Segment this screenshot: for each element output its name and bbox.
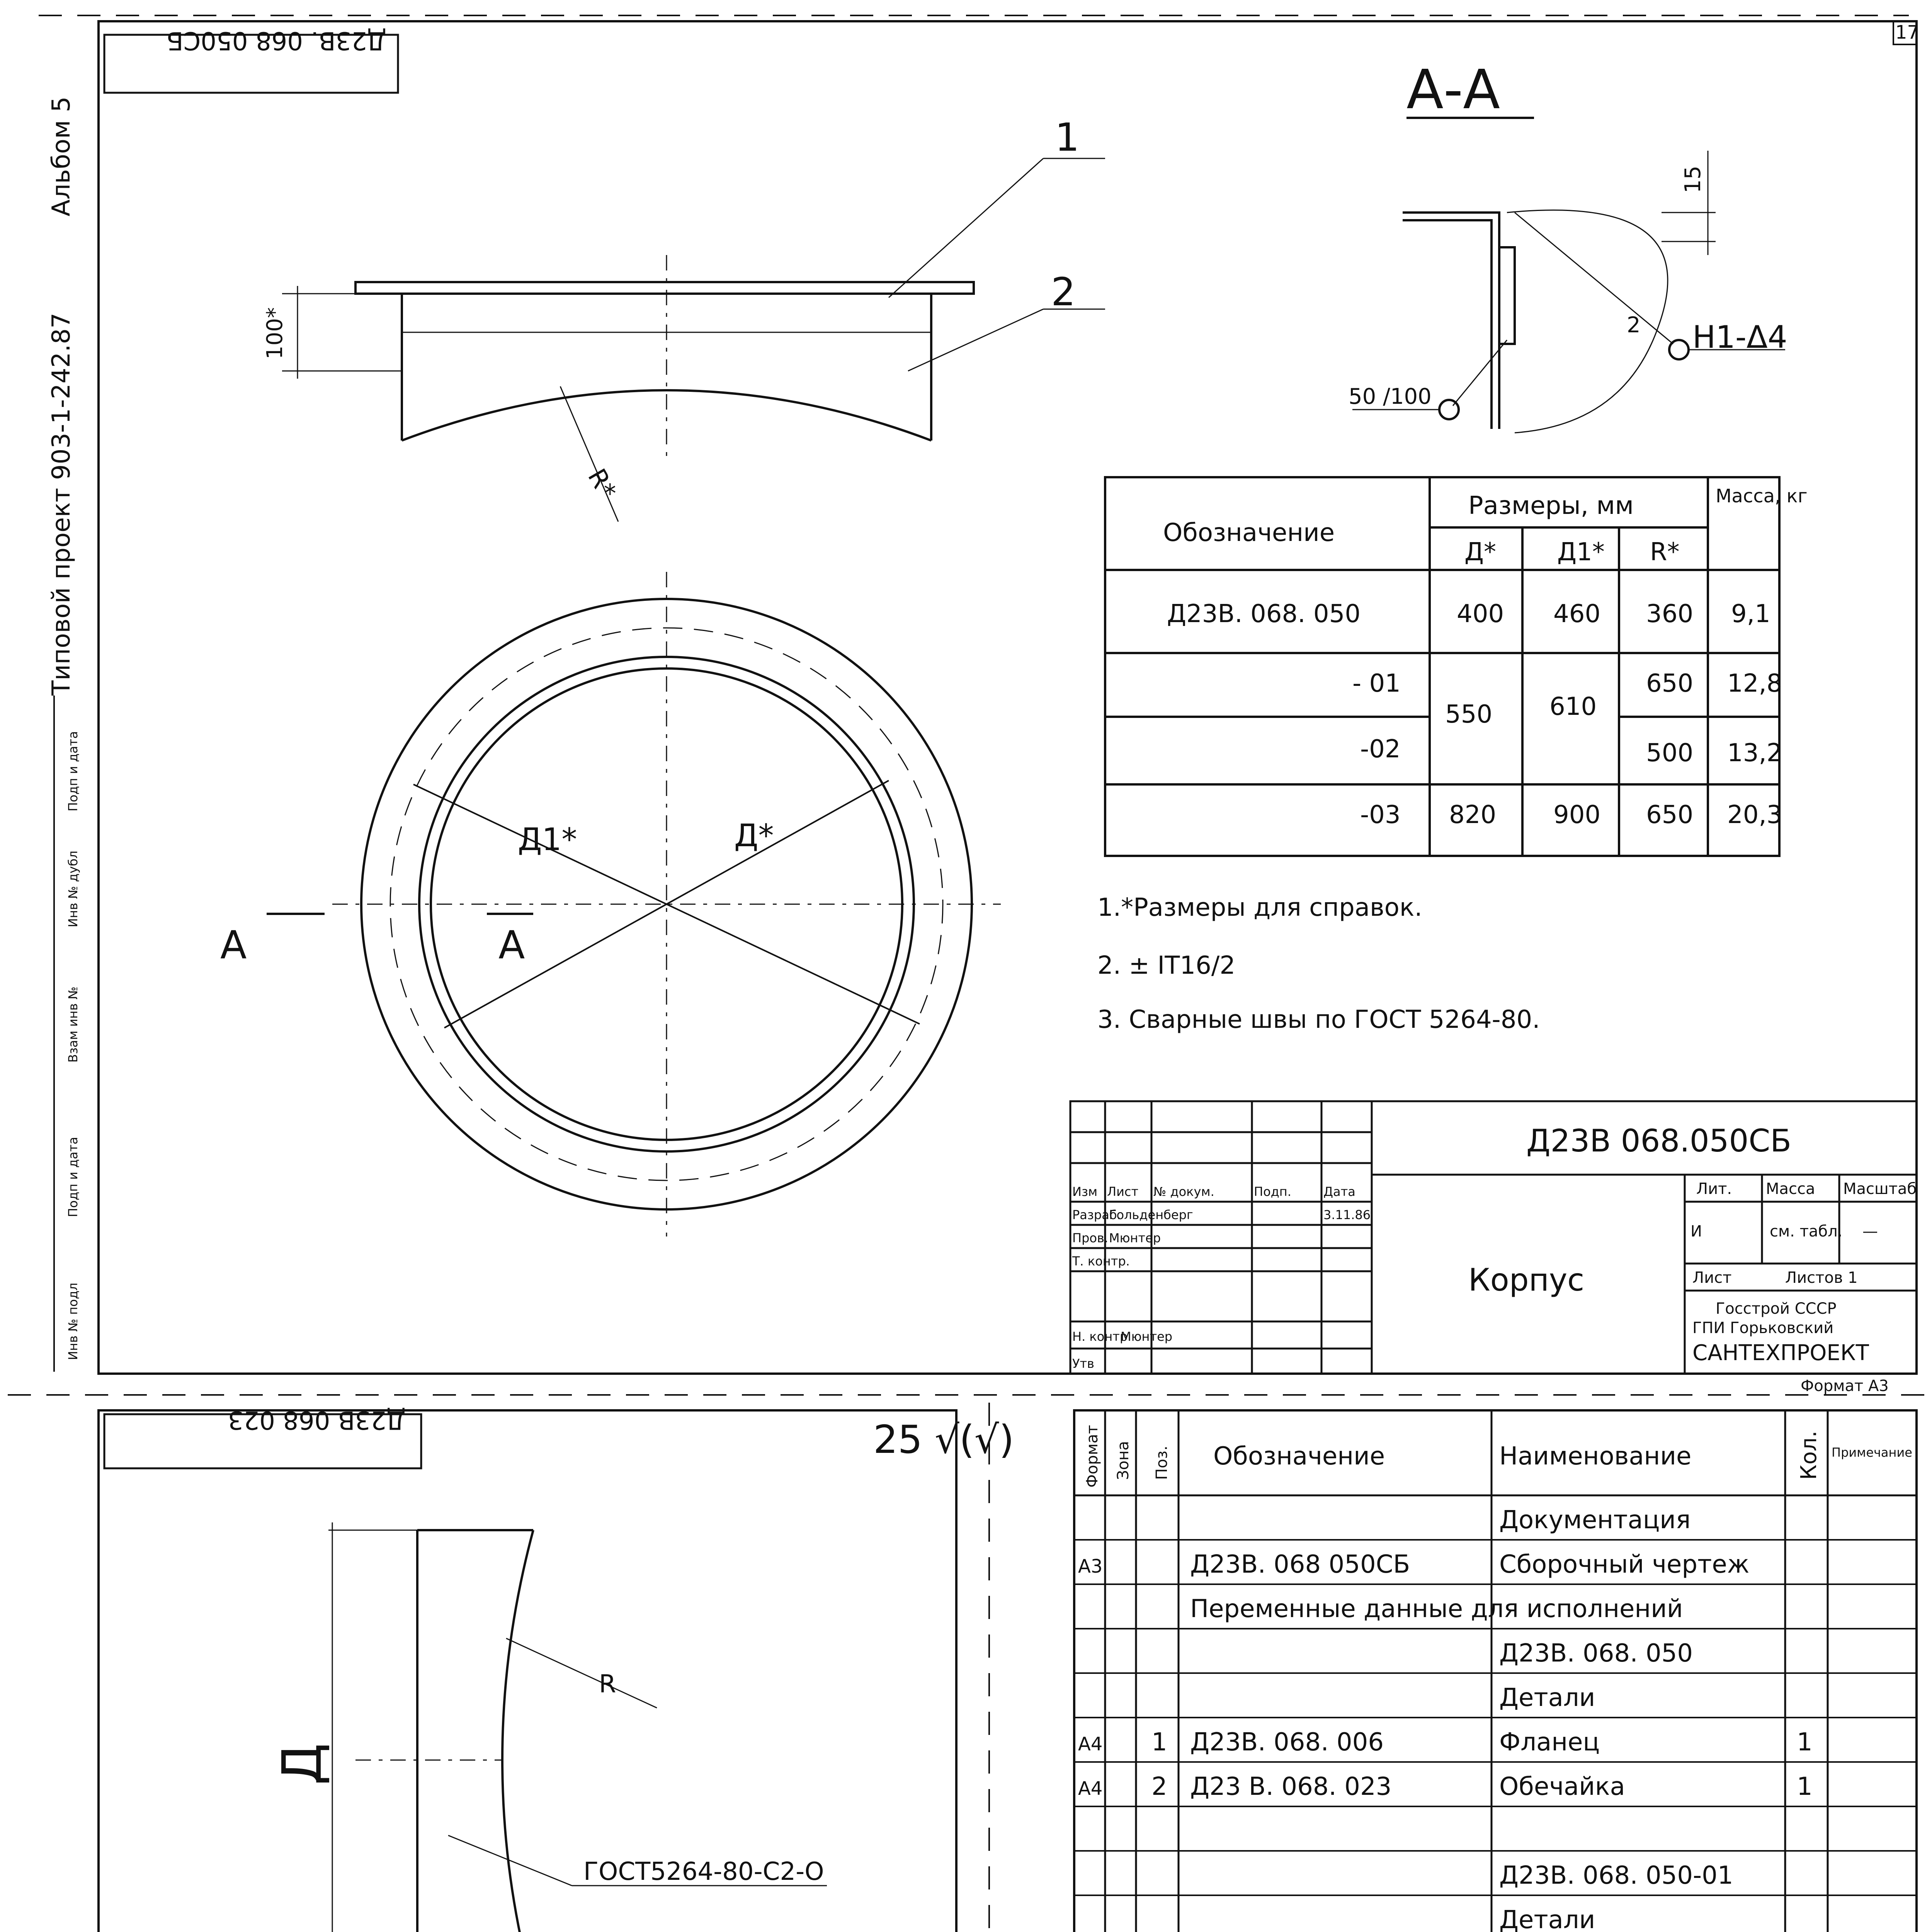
spec-th: Примечание bbox=[1832, 1445, 1912, 1460]
top-row-r: 360 bbox=[1646, 600, 1694, 628]
top-tb-scale: — bbox=[1862, 1223, 1878, 1240]
top-tb-sheets: Листов 1 bbox=[1785, 1269, 1858, 1287]
top-note: 2. ± IT16/2 bbox=[1097, 951, 1236, 980]
bottom-right-frame bbox=[1074, 1410, 1917, 1932]
top-row-d1: 900 bbox=[1553, 801, 1601, 829]
dim-d: Д* bbox=[734, 818, 774, 854]
side-field: Инв № подл bbox=[66, 1282, 80, 1360]
top-tb-person: Мюнтер bbox=[1109, 1231, 1161, 1245]
top-row-name: - 01 bbox=[1352, 669, 1401, 698]
top-tb-col: Изм bbox=[1072, 1184, 1098, 1199]
top-tb-scale-head: Масштаб bbox=[1843, 1180, 1917, 1198]
dim-d1: Д1* bbox=[518, 821, 577, 857]
top-row-name: -03 bbox=[1360, 801, 1401, 829]
bottom-left-frame bbox=[99, 1410, 956, 1932]
top-tb-col: № докум. bbox=[1153, 1184, 1214, 1199]
spec-name: Детали bbox=[1499, 1906, 1595, 1932]
top-row-name: Д23В. 068. 050 bbox=[1167, 600, 1361, 628]
side-field: Подп и дата bbox=[66, 1137, 80, 1217]
top-tb-person: Гольденберг bbox=[1109, 1208, 1193, 1222]
top-tb-sheet: Лист bbox=[1692, 1269, 1732, 1287]
spec-format: А3 bbox=[1078, 1556, 1103, 1577]
dim-r: R bbox=[599, 1670, 616, 1699]
top-th-r: R* bbox=[1650, 538, 1680, 566]
top-row-r: 650 bbox=[1646, 801, 1694, 829]
side-album: Альбом 5 bbox=[47, 96, 76, 216]
svg-text:Д23В 068 023: Д23В 068 023 bbox=[228, 1405, 406, 1434]
spec-pos: 1 bbox=[1151, 1728, 1167, 1757]
top-tb-org: САНТЕХПРОЕКТ bbox=[1692, 1340, 1869, 1366]
top-th-d: Д* bbox=[1464, 538, 1496, 566]
plan-view bbox=[267, 572, 1001, 1236]
top-tb-org: ГПИ Горьковский bbox=[1692, 1319, 1834, 1337]
spec-format: А4 bbox=[1078, 1778, 1103, 1799]
side-field: Инв № дубл bbox=[66, 850, 80, 927]
top-row-d1: 610 bbox=[1549, 692, 1597, 721]
top-tb-role: Разраб. bbox=[1072, 1208, 1121, 1222]
top-row-m: 13,2 bbox=[1727, 739, 1782, 767]
spec-name: Д23В. 068. 050-01 bbox=[1499, 1861, 1733, 1890]
spec-code: Переменные данные для исполнений bbox=[1190, 1595, 1683, 1623]
spec-name: Документация bbox=[1499, 1506, 1691, 1534]
spec-th: Формат bbox=[1083, 1425, 1101, 1488]
spec-name: Д23В. 068. 050 bbox=[1499, 1639, 1693, 1668]
top-row-m: 20,3 bbox=[1727, 801, 1782, 829]
cut-mark-right: А bbox=[498, 922, 525, 968]
spec-name: Сборочный чертеж bbox=[1499, 1550, 1750, 1579]
spec-qty: 1 bbox=[1797, 1772, 1813, 1801]
side-field: Взам инв № bbox=[66, 986, 80, 1063]
dim-r: R* bbox=[582, 464, 622, 504]
top-tb-col: Подп. bbox=[1254, 1184, 1291, 1199]
top-note: 3. Сварные швы по ГОСТ 5264-80. bbox=[1097, 1005, 1540, 1034]
top-tb-col: Лист bbox=[1107, 1184, 1139, 1199]
top-tb-org: Госстрой СССР bbox=[1716, 1300, 1837, 1318]
top-row-d: 400 bbox=[1457, 600, 1504, 628]
spec-name: Фланец bbox=[1499, 1728, 1600, 1757]
page-number: 17 bbox=[1895, 22, 1919, 43]
top-th-mass: Масса, кг bbox=[1716, 485, 1808, 507]
spec-name: Детали bbox=[1499, 1684, 1595, 1712]
top-tb-date: 3.11.86 bbox=[1323, 1208, 1371, 1222]
top-th-d1: Д1* bbox=[1557, 538, 1605, 566]
spec-name: Обечайка bbox=[1499, 1772, 1625, 1801]
top-tb-role: Пров. bbox=[1072, 1231, 1108, 1245]
top-row-d1: 460 bbox=[1553, 600, 1601, 628]
dim-d: Д bbox=[271, 1743, 334, 1785]
spec-pos: 2 bbox=[1151, 1772, 1167, 1801]
top-tb-lit-head: Лит. bbox=[1696, 1180, 1732, 1198]
callout-2: 2 bbox=[1051, 269, 1076, 315]
spec-format: А4 bbox=[1078, 1733, 1103, 1755]
top-row-m: 12,8 bbox=[1727, 669, 1782, 698]
top-row-m: 9,1 bbox=[1731, 600, 1770, 628]
top-format: Формат А3 bbox=[1801, 1377, 1889, 1395]
dim-100: 100* bbox=[262, 307, 287, 359]
svg-text:Д23В. 068 050СБ: Д23В. 068 050СБ bbox=[166, 26, 386, 55]
top-frame bbox=[99, 21, 1917, 1374]
top-tb-role: Утв bbox=[1072, 1356, 1094, 1371]
top-tb-mass: см. табл. bbox=[1770, 1223, 1843, 1240]
elevation-view bbox=[282, 158, 1105, 522]
side-project: Типовой проект 903-1-242.87 bbox=[47, 313, 76, 696]
top-tb-name: Корпус bbox=[1468, 1262, 1585, 1298]
top-tb-code: Д23В 068.050СБ bbox=[1526, 1123, 1792, 1159]
top-tb-col: Дата bbox=[1323, 1184, 1355, 1199]
spec-code: Д23 В. 068. 023 bbox=[1190, 1772, 1392, 1801]
cut-mark-left: А bbox=[220, 922, 247, 968]
weld-symbol: Н1-Δ4 bbox=[1692, 319, 1787, 355]
spec-qty: 1 bbox=[1797, 1728, 1813, 1757]
weld-note: ГОСТ5264-80-С2-О bbox=[583, 1857, 824, 1886]
section-title: А-А bbox=[1406, 58, 1500, 121]
spec-rows bbox=[1074, 1506, 1917, 1932]
bl-code-box bbox=[104, 1406, 421, 1468]
side-field: Подп и дата bbox=[66, 731, 80, 811]
top-row-d: 550 bbox=[1445, 700, 1493, 729]
spec-th: Кол. bbox=[1796, 1430, 1821, 1480]
top-row-d: 820 bbox=[1449, 801, 1497, 829]
top-row-r: 650 bbox=[1646, 669, 1694, 698]
spec-th: Поз. bbox=[1153, 1446, 1171, 1480]
spec-code: Д23В. 068 050СБ bbox=[1190, 1550, 1410, 1579]
top-row-r: 500 bbox=[1646, 739, 1694, 767]
top-code-box bbox=[104, 26, 398, 93]
spec-th: Обозначение bbox=[1213, 1442, 1385, 1471]
spec-th: Зона bbox=[1114, 1441, 1132, 1480]
top-tb-lit: И bbox=[1690, 1223, 1702, 1240]
top-th-size: Размеры, мм bbox=[1468, 492, 1634, 520]
top-note: 1.*Размеры для справок. bbox=[1097, 893, 1422, 922]
spec-grid bbox=[1074, 1410, 1917, 1932]
top-tb-role: Н. контр bbox=[1072, 1329, 1128, 1344]
dim-15: 15 bbox=[1680, 165, 1706, 193]
spec-code: Д23В. 068. 006 bbox=[1190, 1728, 1384, 1757]
spec-th: Наименование bbox=[1499, 1442, 1692, 1471]
weld-number: 2 bbox=[1627, 313, 1641, 338]
callout-1: 1 bbox=[1055, 115, 1080, 160]
top-th-name: Обозначение bbox=[1163, 519, 1335, 547]
top-tb-role: Т. контр. bbox=[1072, 1254, 1130, 1269]
top-tb-person: Мюнтер bbox=[1121, 1329, 1173, 1344]
roughness-symbol: 25 √(√) bbox=[873, 1417, 1014, 1462]
weld-ref: 50 /100 bbox=[1349, 384, 1432, 409]
top-tb-mass-head: Масса bbox=[1766, 1180, 1815, 1198]
top-row-name: -02 bbox=[1360, 735, 1401, 764]
